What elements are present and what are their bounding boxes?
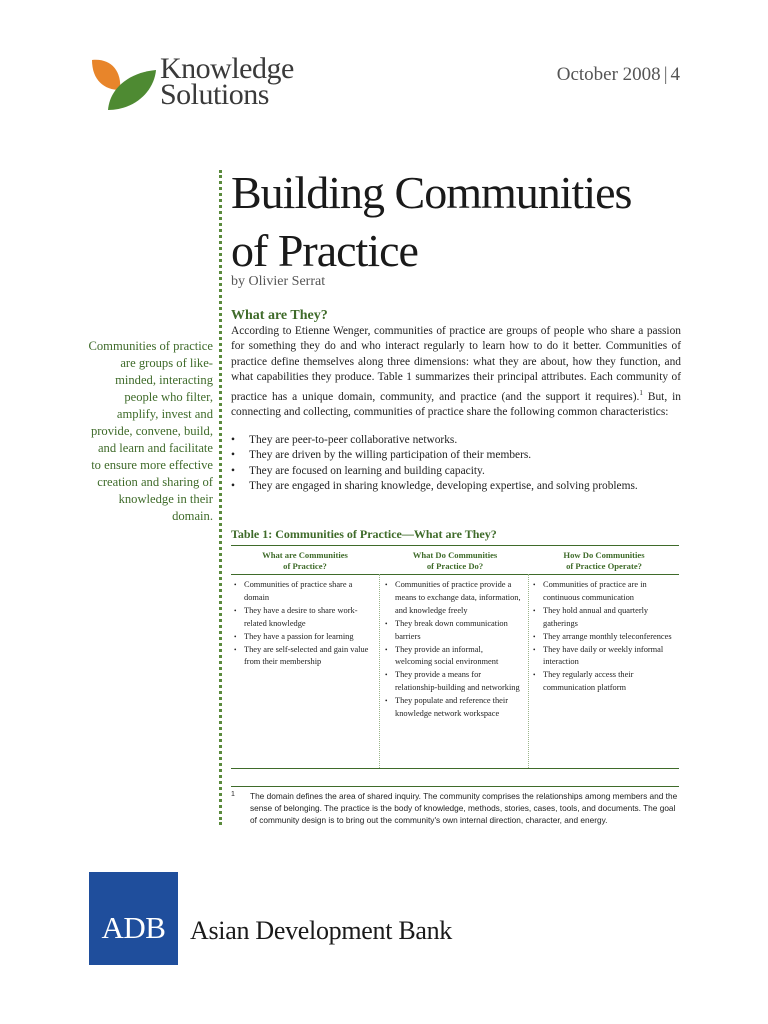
intro-text-part-2: But, in connecting and collecting, communities of practice share the following common characteristics:	[231, 390, 681, 418]
logo-line-2: Solutions	[160, 78, 269, 111]
header-line: What Do Communities	[412, 550, 498, 560]
table-cell-item: • They arrange monthly teleconferences	[532, 631, 678, 644]
table-cell-item: • Communities of practice are in continuous communication	[532, 579, 678, 605]
adb-name: Asian Development Bank	[190, 916, 453, 945]
adb-logo	[89, 872, 178, 965]
column-divider	[379, 574, 380, 768]
table-cell-item: • They have a passion for learning	[233, 631, 373, 644]
issue-number: 4	[670, 64, 680, 85]
table-cell-item: • They provide a means for relationship-building and networking	[384, 669, 522, 695]
section-heading: What are They?	[231, 308, 328, 323]
table-title: Table 1: Communities of Practice—What are They?	[231, 527, 497, 541]
table-cell-item: • They have a desire to share work-related knowledge	[233, 605, 373, 631]
header-line: of Practice?	[283, 561, 327, 571]
issue-info	[557, 64, 680, 86]
table-cell-item: • They regularly access their communication platform	[532, 669, 678, 695]
table-header-col-2	[381, 550, 529, 572]
footnote-mark: 1	[231, 791, 235, 798]
leaf-logo-icon	[88, 56, 158, 112]
list-item: • They are peer-to-peer collaborative networks.	[231, 433, 691, 448]
footnote-reference[interactable]: 1	[639, 388, 643, 397]
list-item: • They are driven by the willing participation of their members.	[231, 448, 691, 463]
list-item: • They are engaged in sharing knowledge, developing expertise, and solving problems.	[231, 479, 691, 494]
header-line: How Do Communities	[563, 550, 645, 560]
header-line: of Practice Do?	[426, 561, 484, 571]
intro-paragraph	[231, 324, 681, 420]
table-column-2	[384, 579, 522, 721]
table-cell-item: • They are self-selected and gain value from their membership	[233, 644, 373, 670]
table-cell-item: • They have daily or weekly informal interaction	[532, 644, 678, 670]
dotted-divider	[219, 170, 222, 825]
title-line-2: of Practice	[231, 225, 418, 276]
article-title	[231, 164, 691, 280]
table-cell-item: • Communities of practice share a domain	[233, 579, 373, 605]
pull-quote: Communities of practice are groups of like-minded, interacting people who filter, amplify, invest and provide, convene, build, and learn and facilitate to ensure more effective creation and sharing of knowledge in their domain.	[88, 339, 213, 523]
footnote-rule	[231, 786, 679, 787]
attributes-table	[231, 545, 679, 769]
byline: by Olivier Serrat	[231, 274, 326, 289]
table-header	[231, 546, 679, 575]
footnote-text: The domain defines the area of shared inquiry. The community comprises the relationships among members and the sense of belonging. The practice is the body of knowledge, methods, stories, cases, tools, and documents. The goal of community design is to bring out the community's own internal direction, character, and energy.	[250, 791, 678, 826]
adb-logo-letters: ADB	[101, 910, 166, 945]
characteristics-list	[231, 433, 691, 495]
title-line-1: Building Communities	[231, 167, 632, 218]
table-column-1	[233, 579, 373, 669]
logo-line-1: Knowledge	[160, 52, 294, 85]
intro-text-part-1: According to Etienne Wenger, communities of practice are groups of people who share a passion for something they do and who interact regularly to learn how to do it better. Communities of practice define themselves along three dimensions: what they are about, how they function, and what capabilities they produce. Table 1 summarizes their principal attributes. Each community of practice has a unique domain, community, and practice (and the support it requires).	[231, 325, 681, 403]
knowledge-solutions-logo	[88, 52, 318, 114]
issue-separator: |	[663, 64, 668, 85]
table-header-col-3	[529, 550, 679, 572]
table-cell-item: • They hold annual and quarterly gatherings	[532, 605, 678, 631]
issue-date: October 2008	[556, 64, 661, 85]
header-line: of Practice Operate?	[566, 561, 642, 571]
table-header-col-1	[231, 550, 379, 572]
header-line: What are Communities	[262, 550, 348, 560]
table-cell-item: • They provide an informal, welcoming social environment	[384, 644, 522, 670]
list-item: • They are focused on learning and building capacity.	[231, 464, 691, 479]
table-cell-item: • They populate and reference their knowledge network workspace	[384, 695, 522, 721]
table-cell-item: • Communities of practice provide a means to exchange data, information, and knowledge freely	[384, 579, 522, 618]
table-column-3	[532, 579, 678, 695]
column-divider	[528, 574, 529, 768]
table-cell-item: • They break down communication barriers	[384, 618, 522, 644]
